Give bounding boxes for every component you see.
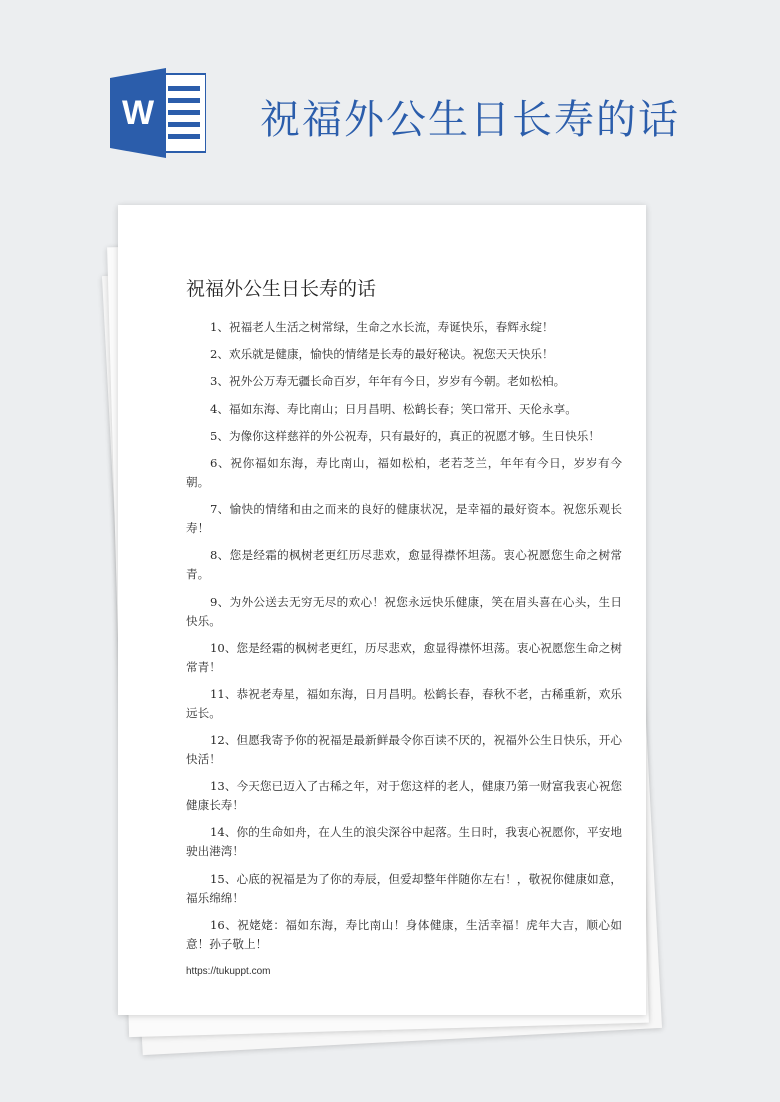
list-item: 12、但愿我寄予你的祝福是最新鲜最令你百读不厌的，祝福外公生日快乐，开心快活！ bbox=[186, 733, 622, 767]
list-item: 4、福如东海、寿比南山；日月昌明、松鹤长春；笑口常开、天伦永享。 bbox=[210, 401, 577, 416]
list-item: 1、祝福老人生活之树常绿，生命之水长流，寿诞快乐，春辉永绽！ bbox=[210, 320, 554, 334]
svg-text:W: W bbox=[121, 94, 155, 132]
list-item: 16、祝姥姥：福如东海，寿比南山！身体健康，生活幸福！虎年大吉，顺心如意！孙子敬上！ bbox=[186, 917, 622, 951]
list-item: 2、欢乐就是健康，愉快的情绪是长寿的最好秘诀。祝您天天快乐！ bbox=[210, 347, 554, 362]
wishes-list bbox=[186, 318, 622, 962]
list-item: 8、您是经霜的枫树老更红历尽悲欢，愈显得襟怀坦荡。衷心祝愿您生命之树常青。 bbox=[186, 548, 622, 582]
source-url: https://tukuppt.com bbox=[186, 966, 271, 977]
header-banner bbox=[0, 0, 780, 190]
list-item: 6、祝你福如东海，寿比南山，福如松柏，老若芝兰，年年有今日，岁岁有今朝。 bbox=[186, 455, 622, 489]
page-title: 祝福外公生日长寿的话 bbox=[260, 97, 680, 143]
word-icon bbox=[110, 68, 206, 158]
list-item: 11、恭祝老寿星，福如东海，日月昌明。松鹤长春，春秋不老，古稀重新，欢乐远长。 bbox=[186, 686, 622, 720]
list-item: 5、为像你这样慈祥的外公祝寿，只有最好的，真正的祝愿才够。生日快乐！ bbox=[210, 428, 600, 443]
list-item: 3、祝外公万寿无疆长命百岁，年年有今日，岁岁有今朝。老如松柏。 bbox=[210, 374, 566, 389]
list-item: 15、心底的祝福是为了你的寿辰，但爱却整年伴随你左右！，敬祝你健康如意，福乐绵绵！ bbox=[186, 871, 622, 905]
list-item: 7、愉快的情绪和由之而来的良好的健康状况，是幸福的最好资本。祝您乐观长寿！ bbox=[186, 502, 622, 536]
list-item: 9、为外公送去无穷无尽的欢心！祝您永远快乐健康，笑在眉头喜在心头，生日快乐。 bbox=[186, 594, 622, 628]
list-item: 14、你的生命如舟，在人生的浪尖深谷中起落。生日时，我衷心祝愿你，平安地驶出港湾！ bbox=[186, 825, 622, 859]
list-item: 10、您是经霜的枫树老更红，历尽悲欢，愈显得襟怀坦荡。衷心祝愿您生命之树常青！ bbox=[186, 640, 622, 674]
list-item: 13、今天您已迈入了古稀之年，对于您这样的老人，健康乃第一财富我衷心祝您健康长寿！ bbox=[186, 779, 622, 813]
document-title: 祝福外公生日长寿的话 bbox=[186, 278, 377, 300]
